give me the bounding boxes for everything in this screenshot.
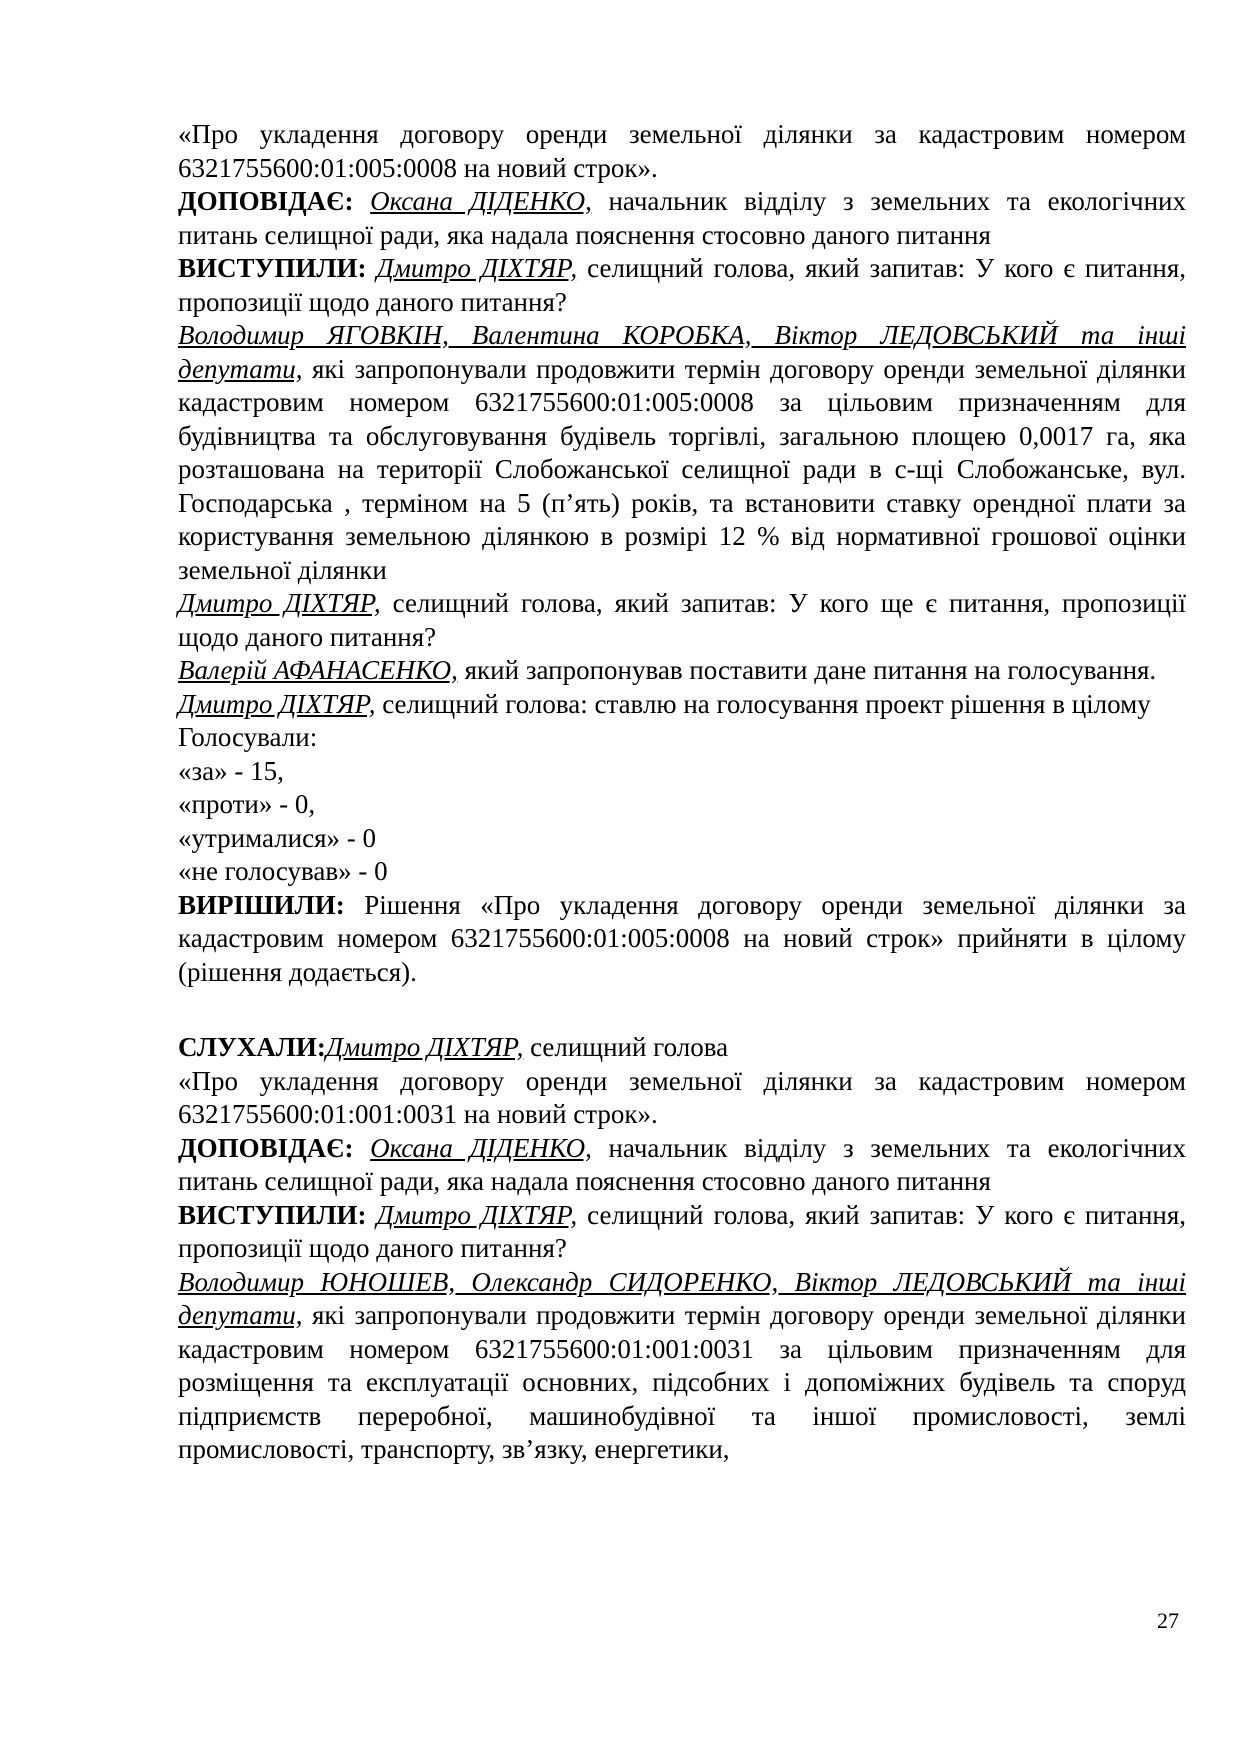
speaker-name: Дмитро ДІХТЯР, (376, 253, 578, 283)
motion-text: який запропонував поставити дане питання на голосування. (457, 655, 1157, 685)
heard-name: Дмитро ДІХТЯР, (325, 1032, 524, 1062)
heard-label: СЛУХАЛИ: (178, 1032, 326, 1062)
s1-report (178, 185, 1186, 252)
question-name: Дмитро ДІХТЯР, (178, 588, 381, 618)
votes-against: «проти» - 0, (178, 789, 316, 819)
report-text: начальник відділу з земельних та екологічних питань селищної ради, яка надала пояснення стосовно даного питання (178, 1132, 1186, 1196)
s1-title-line: «Про укладення договору оренди земельної ділянки за кадастровим номером 6321755600:01:005:0008 на новий строк». (178, 119, 1186, 183)
proposal-text: які запропонували продовжити термін договору оренди земельної ділянки кадастровим номером 6321755600:01:001:0031 за цільовим призначенням для розміщення та експлуатації основних, підсобних і допоміжних будівель та споруд підприємств переробної, машинобудівної та іншої промисловості, землі промисловості, транспорту, зв’язку, енергетики, (178, 1300, 1186, 1464)
report-label: ДОПОВІДАЄ: (178, 1132, 354, 1163)
reporter-name: Оксана ДІДЕНКО, (370, 186, 592, 216)
s1-vote-call (178, 688, 1186, 722)
s1-decision (178, 889, 1186, 990)
s2-heard (178, 1031, 1186, 1065)
s2-report (178, 1132, 1186, 1199)
reporter-name: Оксана ДІДЕНКО, (370, 1132, 592, 1163)
votes-not-voted: «не голосував» - 0 (178, 856, 388, 886)
votes-abstained: «утрималися» - 0 (178, 822, 377, 853)
motion-name: Валерій АФАНАСЕНКО, (178, 655, 458, 685)
spoke-label: ВИСТУПИЛИ: (178, 253, 367, 283)
s2-proposal (178, 1266, 1186, 1467)
heard-text: селищний голова (523, 1032, 729, 1062)
s1-motion (178, 654, 1186, 688)
page-number: 27 (1157, 1608, 1179, 1633)
spoke-label: ВИСТУПИЛИ: (178, 1199, 367, 1230)
report-label: ДОПОВІДАЄ: (178, 186, 354, 216)
document-page (178, 118, 1186, 1467)
decision-label: ВИРІШИЛИ: (178, 889, 345, 920)
report-text: начальник відділу з земельних та екологічних питань селищної ради, яка надала пояснення стосовно даного питання (178, 186, 1186, 250)
vote-call-name: Дмитро ДІХТЯР, (178, 688, 376, 719)
votes-for: «за» - 15, (178, 755, 284, 786)
s2-spoke (178, 1199, 1186, 1266)
spoke-text: селищний голова, який запитав: У кого є питання, пропозиції щодо даного питання? (178, 1199, 1187, 1263)
spoke-text: селищний голова, який запитав: У кого є питання, пропозиції щодо даного питання? (178, 253, 1187, 317)
decision-text: Рішення «Про укладення договору оренди земельної ділянки за кадастровим номером 6321755600:01:005:0008 на новий строк» прийняти в цілому (рішення додається). (178, 889, 1186, 987)
question-text: селищний голова, який запитав: У кого ще є питання, пропозиції щодо даного питання? (178, 588, 1186, 652)
s1-question (178, 587, 1186, 654)
votes-heading: Голосували: (178, 722, 318, 752)
s1-spoke (178, 252, 1186, 319)
vote-call-text: селищний голова: ставлю на голосування проект рішення в цілому (375, 688, 1151, 719)
proposal-names: Володимир ЮНОШЕВ, Олександр СИДОРЕНКО, Віктор ЛЕДОВСЬКИЙ та інші депутати, (178, 1266, 1186, 1330)
proposal-names: Володимир ЯГОВКІН, Валентина КОРОБКА, Віктор ЛЕДОВСЬКИЙ та інші депутати, (178, 320, 1186, 384)
section-gap (178, 989, 1186, 1031)
proposal-text: які запропонували продовжити термін договору оренди земельної ділянки кадастровим номером 6321755600:01:005:0008 за цільовим призначенням для будівництва та обслуговування будівель торгівлі, загальною площею 0,0017 га, яка розташована на території Слобожанської селищної ради в с-щі Слобожанське, вул. Господарська , терміном на 5 (п’ять) років, та встановити ставку орендної плати за користування земельною ділянкою в розмірі 12 % від нормативної грошової оцінки земельної ділянки (178, 353, 1186, 585)
s1-proposal (178, 319, 1186, 587)
s2-title-line: «Про укладення договору оренди земельної ділянки за кадастровим номером 6321755600:01:001:0031 на новий строк». (178, 1065, 1186, 1129)
speaker-name: Дмитро ДІХТЯР, (376, 1199, 578, 1230)
